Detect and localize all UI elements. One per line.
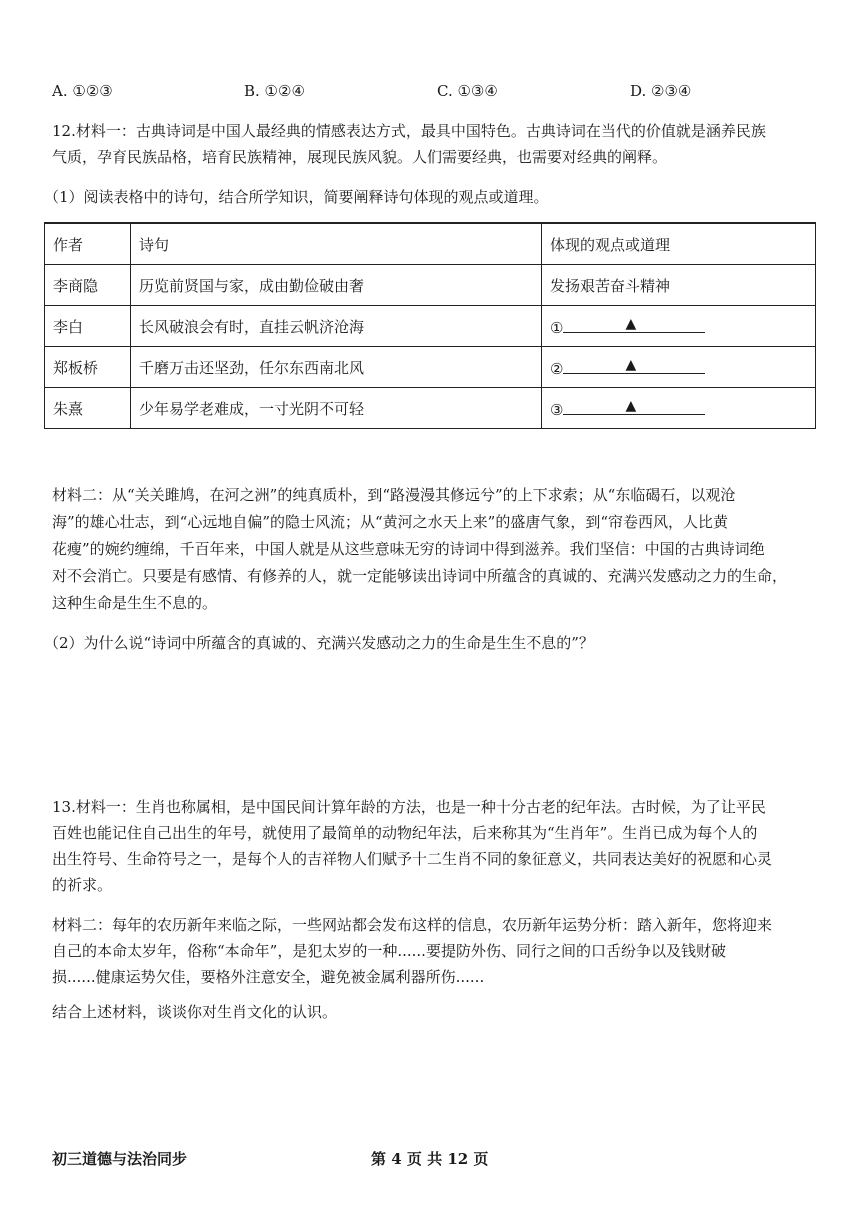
q12-material2-line: 花瘦”的婉约缠绵，千百年来，中国人就是从这些意味无穷的诗词中得到滋养。我们坚信：中国的古典诗词绝 — [52, 540, 765, 558]
answer-blank[interactable] — [563, 316, 705, 333]
q13-material2-line: 损......健康运势欠佳，要格外注意安全，避免被金属利器所伤...... — [52, 968, 485, 986]
q12-material2-line: 对不会消亡。只要是有感情、有修养的人，就一定能够读出诗词中所蕴含的真诚的、充满兴发感动之力的生命， — [52, 567, 788, 585]
q13-material1-line: 百姓也能记住自己出生的年号，就使用了最简单的动物纪年法，后来称其为“生肖年”。生肖已成为每个人的 — [52, 824, 758, 842]
answer-blank[interactable] — [563, 398, 705, 415]
answer-blank[interactable] — [563, 357, 705, 374]
table-row — [45, 347, 816, 388]
cell-author: 郑板桥 — [45, 347, 131, 388]
q13-material2-line: 材料二：每年的农历新年来临之际，一些网站都会发布这样的信息，农历新年运势分析：踏入新年，您将迎来 — [52, 916, 773, 934]
cell-meaning: 发扬艰苦奋斗精神 — [542, 265, 816, 306]
cell-verse: 历览前贤国与家，成由勤俭破由奢 — [131, 265, 542, 306]
cell-verse: 少年易学老难成，一寸光阴不可轻 — [131, 388, 542, 429]
option-d: D. ②③④ — [630, 82, 692, 100]
q12-subquestion-2: （2）为什么说“诗词中所蕴含的真诚的、充满兴发感动之力的生命是生生不息的”？ — [44, 634, 594, 652]
q12-subquestion-1: （1）阅读表格中的诗句，结合所学知识，简要阐释诗句体现的观点或道理。 — [44, 188, 549, 206]
cell-verse: 长风破浪会有时，直挂云帆济沧海 — [131, 306, 542, 347]
q13-material2-line: 自己的本命太岁年，俗称“本命年”，是犯太岁的一种......要提防外伤、同行之间的口舌纷争以及钱财破 — [52, 942, 726, 960]
q12-material1-line: 气质，孕育民族品格，培育民族精神，展现民族风貌。人们需要经典，也需要对经典的阐释。 — [52, 148, 668, 166]
triangle-icon: ▲ — [625, 315, 637, 332]
blank-number: ② — [550, 359, 564, 378]
table-header-author: 作者 — [45, 223, 131, 265]
triangle-icon: ▲ — [625, 397, 637, 414]
q12-material2-line: 材料二：从“关关雎鸠，在河之洲”的纯真质朴，到“路漫漫其修远兮”的上下求索；从“东临碣石，以观沧 — [52, 486, 736, 504]
poem-table — [44, 222, 816, 429]
q13-material1-line: 的祈求。 — [52, 876, 113, 894]
blank-number: ① — [550, 318, 564, 337]
q13-prompt: 结合上述材料，谈谈你对生肖文化的认识。 — [52, 1003, 338, 1021]
q12-material1-line: 12.材料一：古典诗词是中国人最经典的情感表达方式，最具中国特色。古典诗词在当代的价值就是涵养民族 — [52, 122, 766, 140]
q12-material2-line: 这种生命是生生不息的。 — [52, 594, 218, 612]
q13-material1-line: 出生符号、生命符号之一，是每个人的吉祥物人们赋予十二生肖不同的象征意义，共同表达美好的祝愿和心灵 — [52, 850, 773, 868]
blank-number: ③ — [550, 400, 564, 419]
cell-meaning-blank — [542, 388, 816, 429]
table-row — [45, 265, 816, 306]
cell-meaning-blank — [542, 347, 816, 388]
cell-author: 朱熹 — [45, 388, 131, 429]
option-b: B. ①②④ — [244, 82, 305, 100]
cell-verse: 千磨万击还坚劲，任尔东西南北风 — [131, 347, 542, 388]
footer-page-number: 第 4 页 共 12 页 — [371, 1150, 489, 1168]
footer-subject: 初三道德与法治同步 — [52, 1150, 188, 1168]
cell-author: 李白 — [45, 306, 131, 347]
table-header-verse: 诗句 — [131, 223, 542, 265]
q12-material2-line: 海”的雄心壮志，到“心远地自偏”的隐士风流；从“黄河之水天上来”的盛唐气象，到“帘卷西风，人比黄 — [52, 513, 729, 531]
option-c: C. ①③④ — [437, 82, 498, 100]
table-header-meaning: 体现的观点或道理 — [542, 223, 816, 265]
triangle-icon: ▲ — [625, 356, 637, 373]
cell-author: 李商隐 — [45, 265, 131, 306]
table-row — [45, 306, 816, 347]
q13-material1-line: 13.材料一：生肖也称属相，是中国民间计算年龄的方法，也是一种十分古老的纪年法。古时候，为了让平民 — [52, 798, 766, 816]
table-row — [45, 388, 816, 429]
cell-meaning-blank — [542, 306, 816, 347]
option-a: A. ①②③ — [52, 82, 113, 100]
table-header-row — [45, 223, 816, 265]
